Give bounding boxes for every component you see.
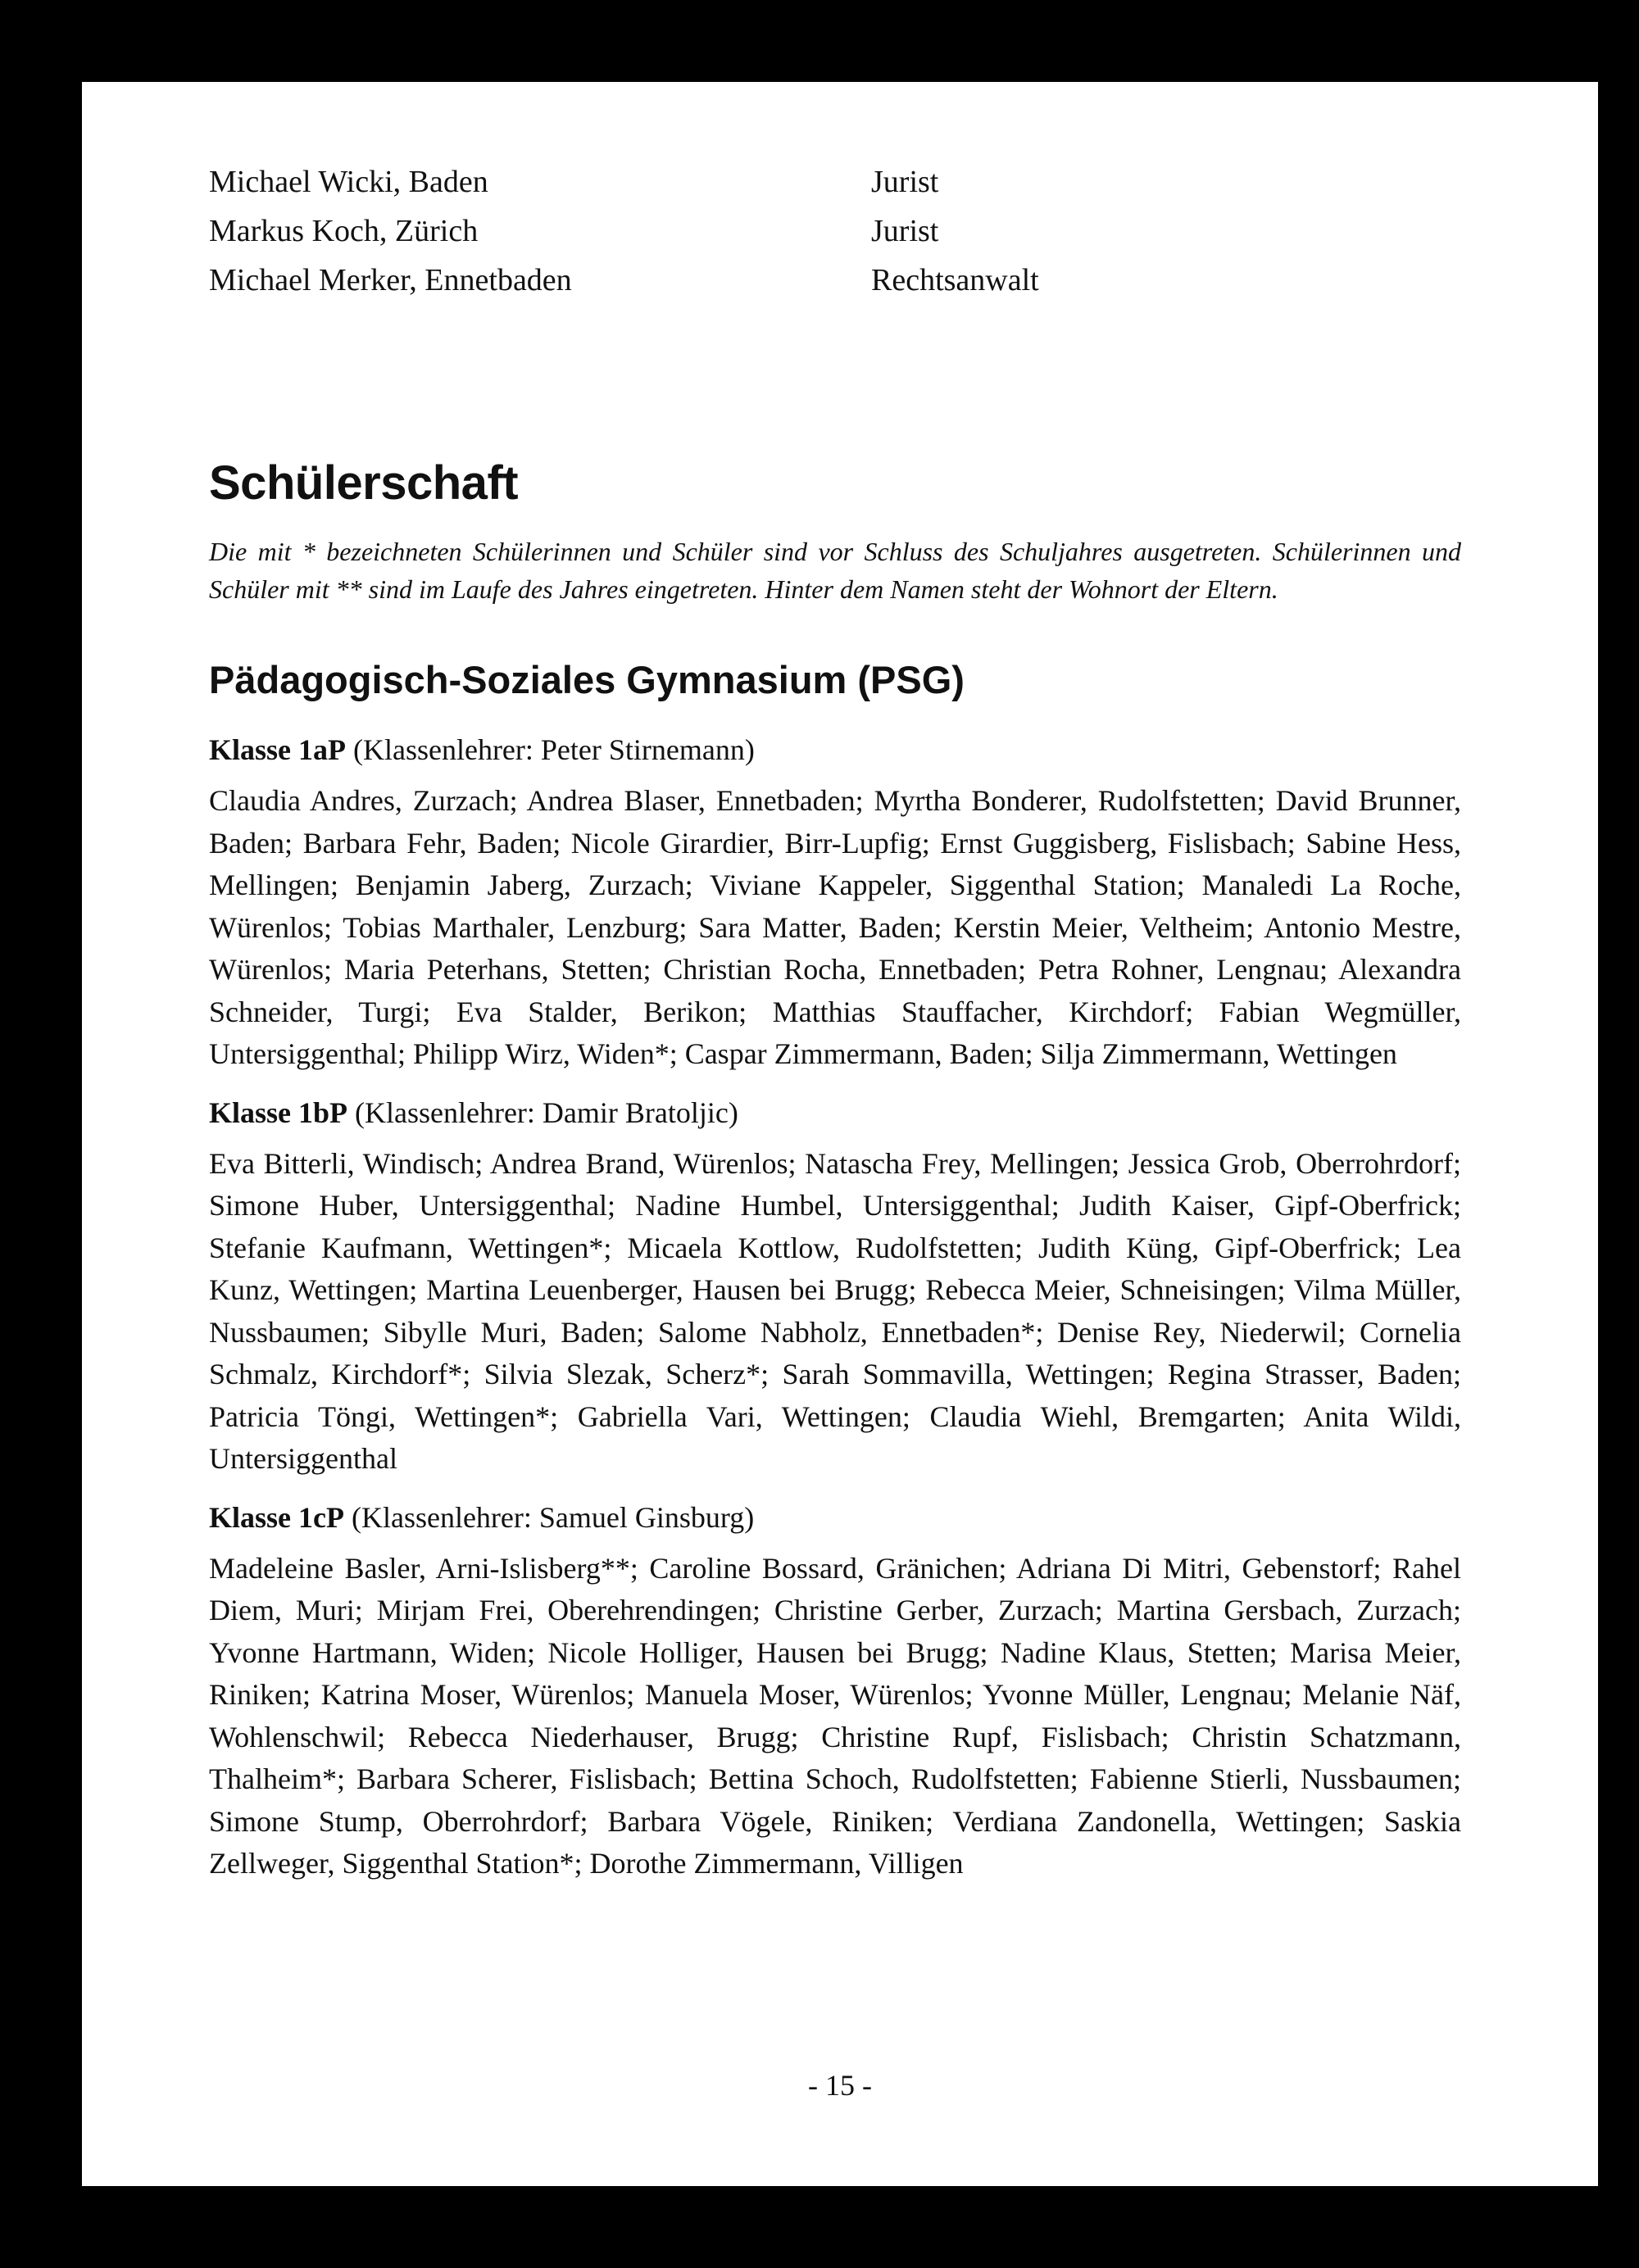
student-list: Eva Bitterli, Windisch; Andrea Brand, Würenlos; Natascha Frey, Mellingen; Jessica Grob, Oberrohrdorf; Simone Huber, Untersiggenthal; Nadine Humbel, Untersiggenthal; Judith Kaiser, Gipf-Oberfrick; Stefanie Kaufmann, Wettingen*; Micaela Kottlow, Rudolfstetten; Judith Küng, Gipf-Oberfrick; Lea Kunz, Wettingen; Martina Leuenberger, Hausen bei Brugg; Rebecca Meier, Schneisingen; Vilma Müller, Nussbaumen; Sibylle Muri, Baden; Salome Nabholz, Ennetbaden*; Denise Rey, Niederwil; Cornelia Schmalz, Kirchdorf*; Silvia Slezak, Scherz*; Sarah Sommavilla, Wettingen; Regina Strasser, Baden; Patricia Töngi, Wettingen*; Gabriella Vari, Wettingen; Claudia Wiehl, Bremgarten; Anita Wildi, Untersiggenthal [209, 1146, 1461, 1475]
staff-name: Michael Wicki, Baden [209, 165, 488, 199]
page-number: - 15 - [808, 2069, 872, 2102]
class-block-1ap [209, 726, 1461, 1076]
student-list: Claudia Andres, Zurzach; Andrea Blaser, Ennetbaden; Myrtha Bonderer, Rudolfstetten; David Brunner, Baden; Barbara Fehr, Baden; Nicole Girardier, Birr-Lupfig; Ernst Guggisberg, Fislisbach; Sabine Hess, Mellingen; Benjamin Jaberg, Zurzach; Viviane Kappeler, Siggenthal Station; Manaledi La Roche, Würenlos; Tobias Marthaler, Lenzburg; Sara Matter, Baden; Kerstin Meier, Veltheim; Antonio Mestre, Würenlos; Maria Peterhans, Stetten; Christian Rocha, Ennetbaden; Petra Rohner, Lengnau; Alexandra Schneider, Turgi; Eva Stalder, Berikon; Matthias Stauffacher, Kirchdorf; Fabian Wegmüller, Untersiggenthal; Philipp Wirz, Widen*; Caspar Zimmermann, Baden; Silja Zimmermann, Wettingen [209, 784, 1461, 1070]
school-title: Pädagogisch-Soziales Gymnasium (PSG) [209, 658, 965, 701]
main-content [209, 442, 1461, 1885]
staff-name: Michael Merker, Ennetbaden [209, 263, 572, 297]
staff-role: Jurist [871, 165, 939, 199]
staff-name: Markus Koch, Zürich [209, 214, 479, 248]
staff-row [209, 157, 1520, 206]
class-heading [209, 1089, 1461, 1136]
class-name: Klasse 1cP [209, 1500, 344, 1534]
class-teacher: (Klassenlehrer: Damir Bratoljic) [347, 1095, 738, 1129]
class-heading [209, 1494, 1461, 1541]
document-page [82, 82, 1598, 2186]
class-teacher: (Klassenlehrer: Peter Stirnemann) [346, 733, 755, 766]
class-name: Klasse 1bP [209, 1095, 348, 1129]
student-list: Madeleine Basler, Arni-Islisberg**; Caroline Bossard, Gränichen; Adriana Di Mitri, Gebenstorf; Rahel Diem, Muri; Mirjam Frei, Oberehrendingen; Christine Gerber, Zurzach; Martina Gersbach, Zurzach; Yvonne Hartmann, Widen; Nicole Holliger, Hausen bei Brugg; Nadine Klaus, Stetten; Marisa Meier, Riniken; Katrina Moser, Würenlos; Manuela Moser, Würenlos; Yvonne Müller, Lengnau; Melanie Näf, Wohlenschwil; Rebecca Niederhauser, Brugg; Christine Rupf, Fislisbach; Christin Schatzmann, Thalheim*; Barbara Scherer, Fislisbach; Bettina Schoch, Rudolfstetten; Fabienne Stierli, Nussbaumen; Simone Stump, Oberrohrdorf; Barbara Vögele, Riniken; Verdiana Zandonella, Wettingen; Saskia Zellweger, Siggenthal Station*; Dorothe Zimmermann, Villigen [209, 1551, 1461, 1880]
staff-table [209, 157, 1520, 305]
class-name: Klasse 1aP [209, 733, 346, 766]
class-heading [209, 726, 1461, 773]
staff-role: Rechtsanwalt [871, 263, 1039, 297]
class-teacher: (Klassenlehrer: Samuel Ginsburg) [343, 1500, 755, 1534]
section-intro: Die mit * bezeichneten Schülerinnen und Schüler sind vor Schluss des Schuljahres ausgetreten. Schülerinnen und Schüler mit ** sind im Laufe des Jahres eingetreten. Hinter dem Namen steht der Wohnort der Eltern. [209, 537, 1461, 604]
staff-role: Jurist [871, 214, 939, 248]
staff-row [209, 206, 1520, 256]
class-block-1bp [209, 1089, 1461, 1481]
class-block-1cp [209, 1494, 1461, 1885]
staff-row [209, 256, 1520, 305]
section-title: Schülerschaft [209, 456, 519, 510]
